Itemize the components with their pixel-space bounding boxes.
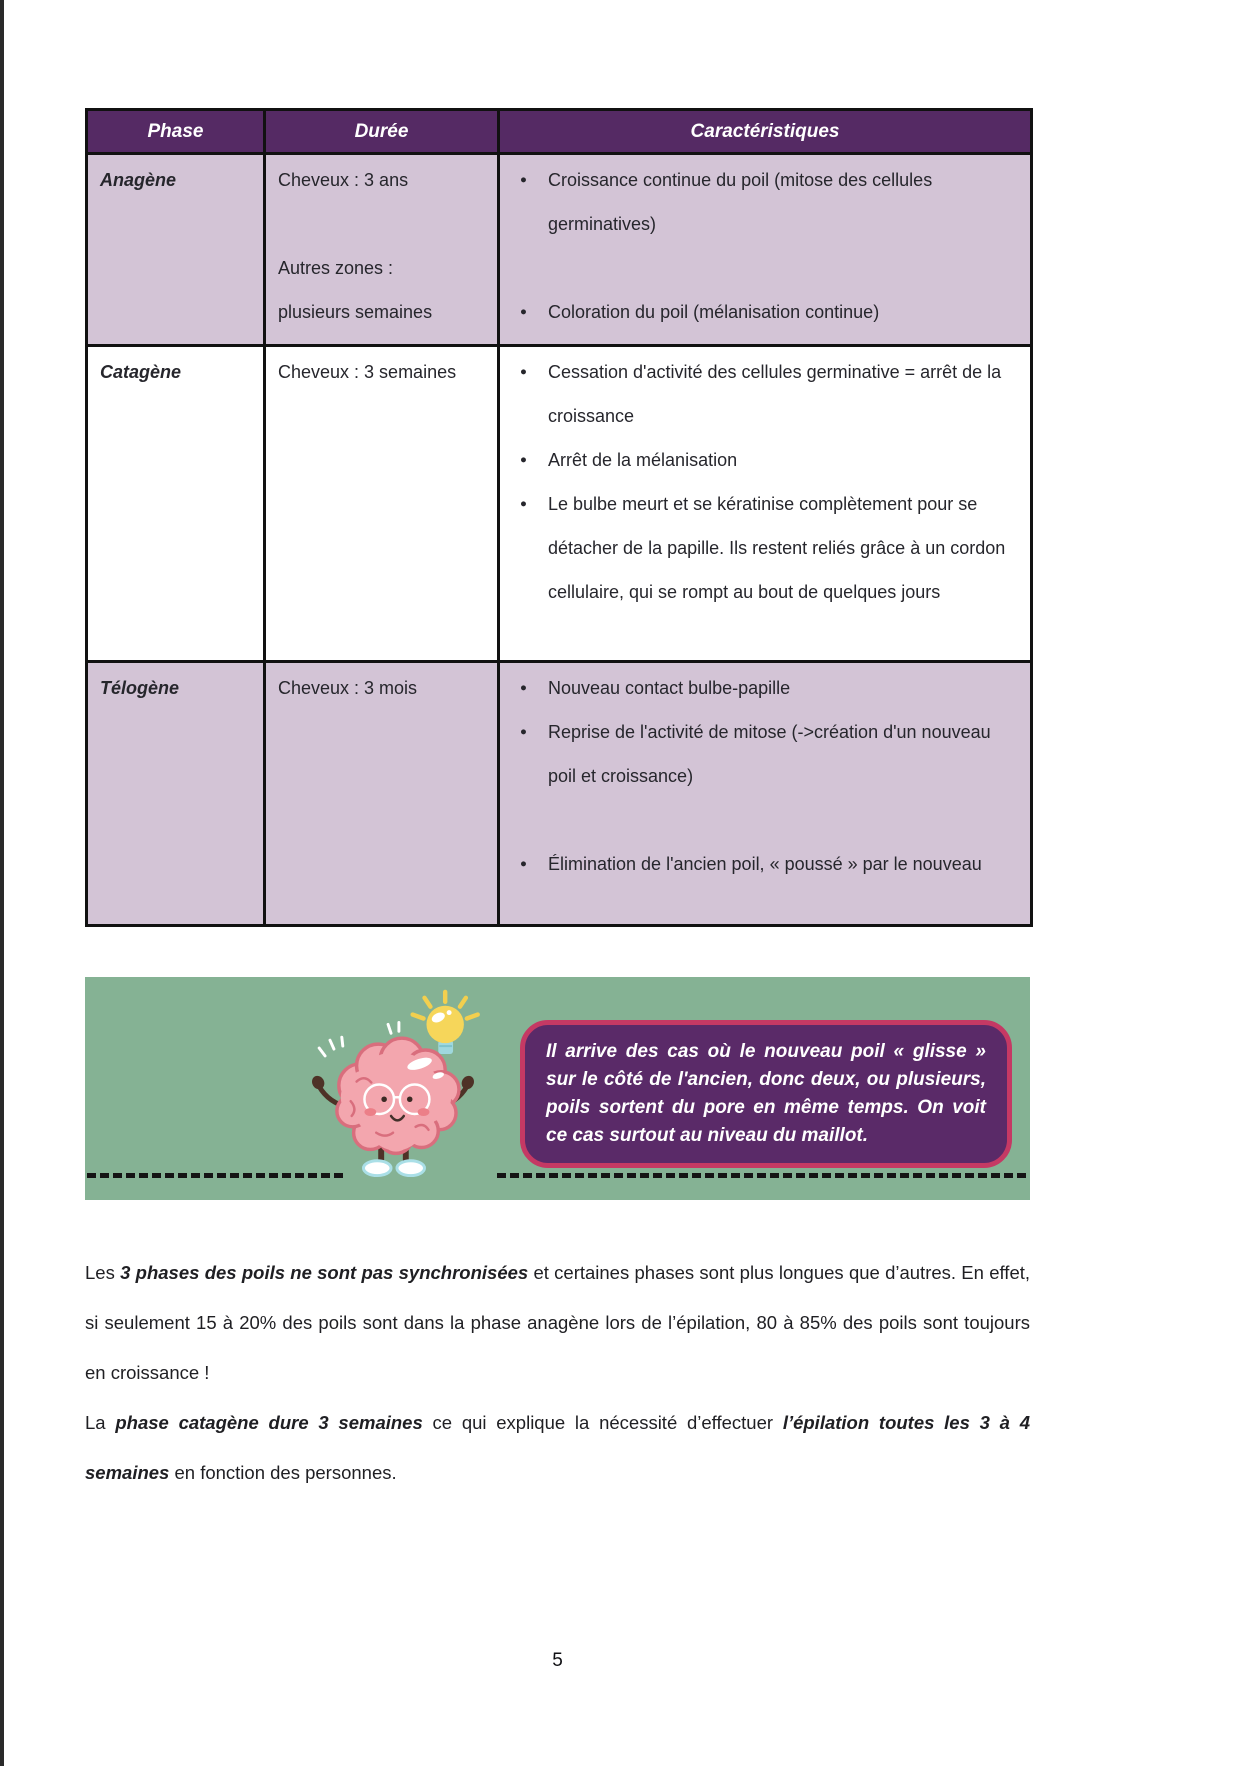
bullet-text: Arrêt de la mélanisation [548,450,738,470]
body-paragraph-1: Les 3 phases des poils ne sont pas synchronisées et certaines phases sont plus longues que d’autres. En effet, si seulement 15 à 20% des poils sont dans la phase anagène lors de l’épilation, 80 à 85% des poils sont toujours en croissance ! [85,1262,1031,1383]
cheek-left [364,1108,376,1116]
bullet-icon: ● [520,726,527,738]
bullet-icon: ● [520,498,527,510]
dashed-line-left [87,1173,345,1178]
eye-left [381,1096,387,1102]
shoe-right [397,1161,425,1176]
bullet-text: Reprise de l'activité de mitose (->création d'un nouveau poil et croissance) [548,722,991,786]
cheek-right [418,1108,430,1116]
shoe-left [363,1161,391,1176]
caracteristiques-cell [499,662,1032,926]
bullet-text: Coloration du poil (mélanisation continue) [548,302,880,322]
table-row-telogene [87,662,1032,926]
eye-right [407,1096,413,1102]
speech-bubble [520,1020,1012,1168]
bullet-text: Nouveau contact bulbe-papille [548,678,791,698]
bullet-text: Cessation d'activité des cellules germinative = arrêt de la croissance [548,362,1002,426]
hair-phases-table [85,108,1033,927]
bullet-text: Le bulbe meurt et se kératinise complètement pour se détacher de la papille. Ils restent reliés grâce à un cordon cellulaire, qui se rompt au bout de quelques jours [548,494,1006,602]
phase-name: Anagène [87,154,265,346]
lightbulb-icon [426,1006,463,1054]
duree-line: Cheveux : 3 ans [278,170,409,190]
bullet-text: Élimination de l'ancien poil, « poussé » par le nouveau [548,854,982,874]
bullet-icon: ● [520,306,527,318]
bullet-item [512,710,1020,798]
header-phase: Phase [87,110,265,154]
bullet-item [512,438,1020,482]
table-row-anagene [87,154,1032,346]
page-content [85,0,1030,1672]
body-paragraph-2: La phase catagène dure 3 semaines ce qui explique la nécessité d’effectuer l’épilation toutes les 3 à 4 semaines en fonction des personnes. [85,1412,1031,1483]
caracteristiques-cell [499,346,1032,662]
bullet-icon: ● [520,366,527,378]
bullet-icon: ● [520,454,527,466]
duree-cell [265,154,499,346]
caracteristiques-cell [499,154,1032,346]
bullet-item [512,350,1020,438]
page-number: 5 [552,1650,563,1671]
duree-cell [265,662,499,926]
table-row-catagene [87,346,1032,662]
table-header-row [87,110,1032,154]
duree-line: Autres zones : [278,258,394,278]
duree-line: plusieurs semaines [278,302,433,322]
bullet-icon: ● [520,858,527,870]
page-left-edge-line [0,0,4,1766]
callout-box [85,977,1030,1200]
phase-name: Télogène [87,662,265,926]
bullet-icon: ● [520,174,527,186]
phase-name: Catagène [87,346,265,662]
bullet-item [512,842,1020,886]
speech-bubble-text: Il arrive des cas où le nouveau poil « glisse » sur le côté de l'ancien, donc deux, ou plusieurs, poils sortent du pore en même temps. On voit ce cas surtout au niveau du maillot. [546,1041,986,1146]
bullet-text: Croissance continue du poil (mitose des cellules germinatives) [548,170,933,234]
header-caracteristiques: Caractéristiques [499,110,1032,154]
brain-mascot-illustration [297,987,489,1179]
bullet-icon: ● [520,682,527,694]
bullet-item [512,482,1020,614]
duree-line: Cheveux : 3 semaines [278,362,457,382]
duree-line: Cheveux : 3 mois [278,678,418,698]
bullet-item [512,290,1020,334]
bullet-item [512,158,1020,246]
dashed-line-right [497,1173,1028,1178]
bullet-item [512,666,1020,710]
header-duree: Durée [265,110,499,154]
duree-cell [265,346,499,662]
